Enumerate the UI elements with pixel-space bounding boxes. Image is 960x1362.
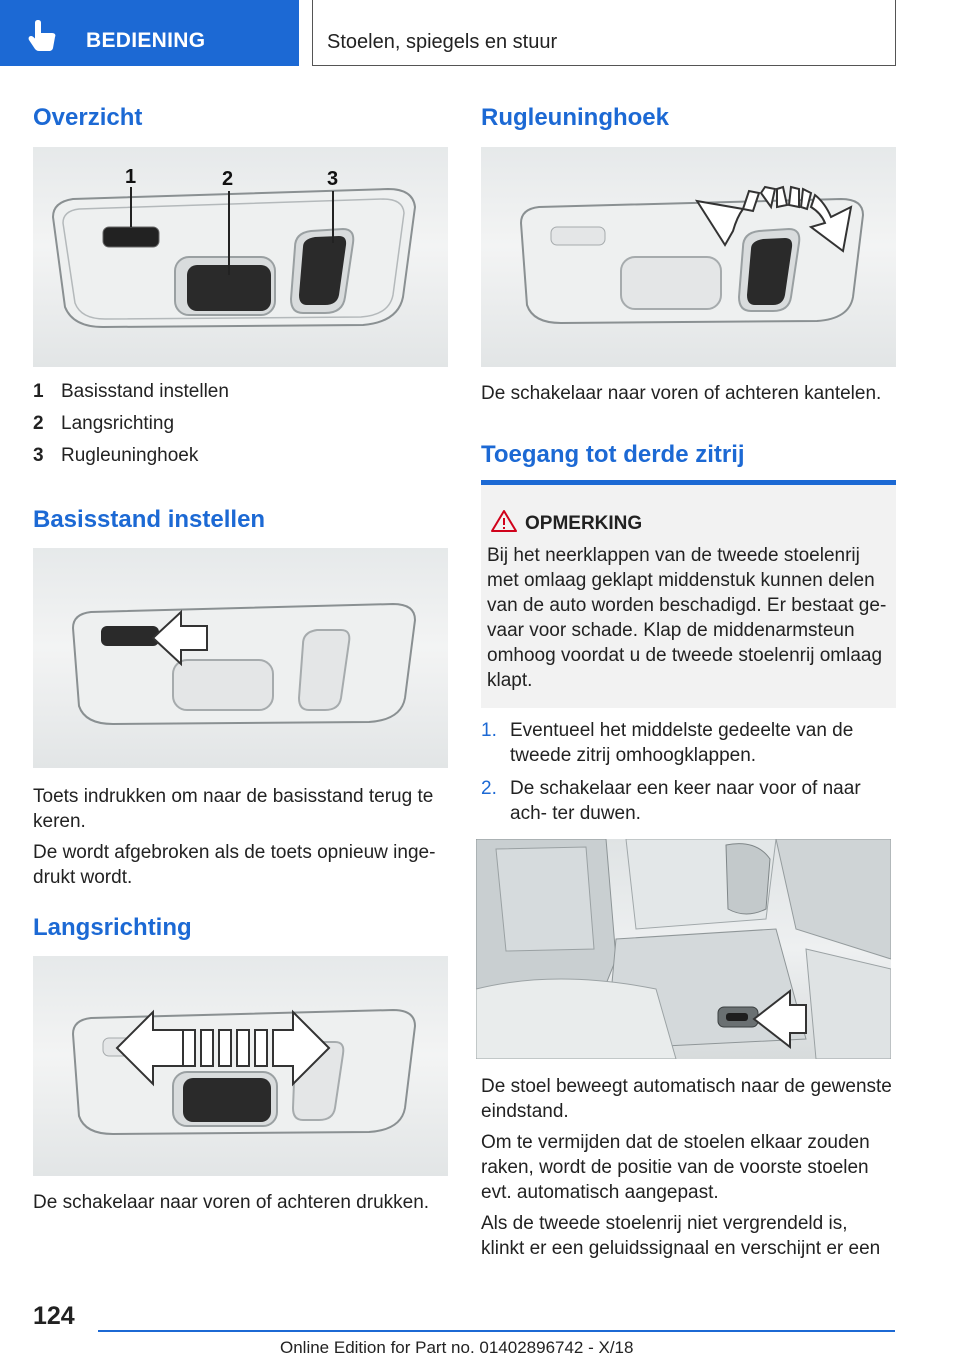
hand-pointer-icon bbox=[24, 18, 64, 52]
car-interior-illustration bbox=[476, 839, 891, 1059]
legend-item bbox=[33, 445, 448, 469]
legend-text: Langsrichting bbox=[61, 413, 175, 434]
seat-controls-overview-illustration bbox=[33, 147, 448, 367]
legend-number: 3 bbox=[33, 445, 44, 466]
heading-basisstand: Basisstand instellen bbox=[33, 506, 266, 533]
heading-toegang: Toegang tot derde zitrij bbox=[481, 441, 745, 468]
step-item bbox=[481, 718, 896, 770]
langsrichting-para: De schakelaar naar voren of achteren drukken. bbox=[33, 1192, 430, 1213]
chapter-title: Stoelen, spiegels en stuur bbox=[327, 31, 558, 53]
note-text: Bij het neerklappen van de tweede stoelenrij met omlaag geklapt middenstuk kunnen delen van de auto worden beschadigd. Er bestaat ge- vaar voor schade. Klap de middenarmsteun omhoog voordat u de tweede stoelenrij omlaag klapt. bbox=[487, 545, 887, 691]
legend-item bbox=[33, 413, 448, 437]
legend-text: Rugleuninghoek bbox=[61, 445, 199, 466]
rugleuninghoek-switch-illustration bbox=[481, 147, 896, 367]
section-tab bbox=[0, 0, 299, 66]
note-title: OPMERKING bbox=[525, 513, 643, 534]
figure-label-2: 2 bbox=[222, 168, 234, 190]
langsrichting-switch-illustration bbox=[33, 956, 448, 1176]
basisstand-para-1: Toets indrukken om naar de basisstand terug te keren. bbox=[33, 786, 434, 832]
page-header bbox=[0, 0, 960, 66]
footer-divider bbox=[98, 1330, 895, 1332]
step-number: 1. bbox=[481, 720, 497, 741]
legend-number: 1 bbox=[33, 381, 44, 402]
figure-label-3: 3 bbox=[327, 168, 339, 190]
toegang-para-1: De stoel beweegt automatisch naar de gewenste eindstand. bbox=[481, 1076, 892, 1122]
step-text: De schakelaar een keer naar voor of naar ach- ter duwen. bbox=[510, 778, 861, 824]
basisstand-para-2: De wordt afgebroken als de toets opnieuw inge- drukt wordt. bbox=[33, 842, 436, 888]
figure-label-1: 1 bbox=[125, 166, 137, 188]
basisstand-button-illustration bbox=[33, 548, 448, 768]
warning-triangle-icon bbox=[491, 509, 517, 533]
figure-langsrichting bbox=[33, 956, 448, 1176]
toegang-para-3: Als de tweede stoelenrij niet vergrendeld is, klinkt er een geluidssignaal en verschijnt er een bbox=[481, 1213, 881, 1259]
step-item bbox=[481, 776, 896, 828]
heading-langsrichting: Langsrichting bbox=[33, 914, 192, 941]
step-text: Eventueel het middelste gedeelte van de tweede zitrij omhoogklappen. bbox=[510, 720, 854, 766]
legend-item bbox=[33, 381, 448, 405]
figure-third-row bbox=[476, 839, 891, 1059]
toegang-para-2: Om te vermijden dat de stoelen elkaar zouden raken, wordt de positie van de voorste stoelen evt. automatisch aangepast. bbox=[481, 1132, 870, 1203]
step-number: 2. bbox=[481, 778, 497, 799]
page-number: 124 bbox=[33, 1302, 75, 1330]
note-box bbox=[481, 480, 896, 708]
rugleuninghoek-para: De schakelaar naar voren of achteren kantelen. bbox=[481, 383, 882, 404]
legend-text: Basisstand instellen bbox=[61, 381, 229, 402]
figure-basisstand bbox=[33, 548, 448, 768]
chapter-title-box bbox=[312, 0, 896, 66]
heading-overzicht: Overzicht bbox=[33, 104, 143, 131]
figure-rugleuninghoek bbox=[481, 147, 896, 367]
legend-number: 2 bbox=[33, 413, 44, 434]
footer-edition: Online Edition for Part no. 01402896742 - X/18 bbox=[280, 1338, 634, 1357]
section-label: BEDIENING bbox=[86, 29, 206, 52]
heading-rugleuninghoek: Rugleuninghoek bbox=[481, 104, 669, 131]
figure-overview bbox=[33, 147, 448, 367]
